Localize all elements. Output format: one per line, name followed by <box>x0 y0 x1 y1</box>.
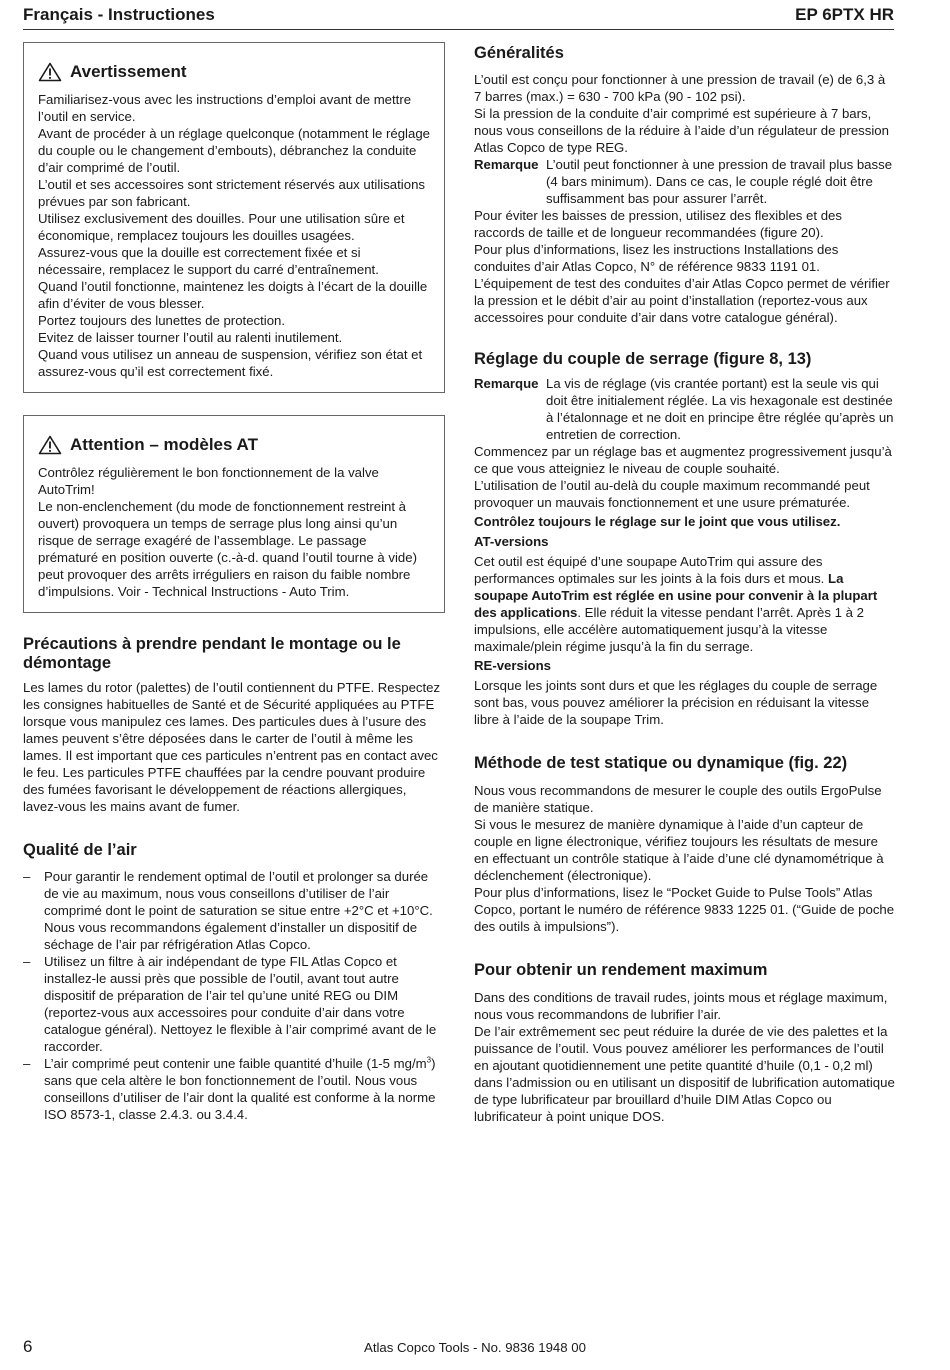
list-item: – Pour garantir le rendement optimal de l’outil et prolonger sa durée de vie au maximum, nous vous conseillons d’utiliser de l’air comprimé dont le point de saturation se situe entre +2°C et +10°C. Nous vous recommandons également d’installer un dispositif de séchage de l’air par réfrigération Atlas Copco. <box>23 868 445 953</box>
precautions-section <box>23 635 445 815</box>
maximum-paragraph: Dans des conditions de travail rudes, joints mous et réglage maximum, nous vous recommandons de lubrifier l’air. <box>474 990 888 1022</box>
header-divider <box>23 29 894 30</box>
re-versions-text: Lorsque les joints sont durs et que les réglages du couple de serrage sont bas, vous pouvez améliorer la précision en réduisant la vitesse libre à l’aide de la soupape Trim. <box>474 678 878 727</box>
generalites-paragraph: L’équipement de test des conduites d’air Atlas Copco permet de vérifier la pression et le débit d’air au point d’installation (reportez-vous aux accessoires pour conduite d’air dans votre catalogue général). <box>474 276 890 325</box>
generalites-remark <box>474 156 896 207</box>
air-quality-list <box>23 868 445 1123</box>
header-section-title: Français - Instructiones <box>23 5 215 24</box>
torque-remark <box>474 375 896 443</box>
air-quality-section <box>23 841 445 1123</box>
generalites-paragraph: Si la pression de la conduite d’air comprimé est supérieure à 7 bars, nous vous conseillons de la réduire à l’aide d’un régulateur de pression Atlas Copco de type REG. <box>474 106 889 155</box>
warning-box <box>23 42 445 393</box>
page-number: 6 <box>23 1337 33 1356</box>
method-paragraph: Pour plus d’informations, lisez le “Pocket Guide to Pulse Tools” Atlas Copco, portant le numéro de référence 9833 1225 01. (“Guide de poche des outils à impulsions”). <box>474 885 895 934</box>
warning-paragraph: L’outil et ses accessoires sont strictement réservés aux utilisations prévues par son fabricant. <box>38 177 426 209</box>
maximum-section <box>474 961 896 1125</box>
precautions-heading: Précautions à prendre pendant le montage ou le démontage <box>23 635 401 672</box>
generalites-heading: Généralités <box>474 44 564 62</box>
warning-paragraph: Avant de procéder à un réglage quelconque (notamment le réglage du couple ou le changement d’embouts), débranchez la conduite d’air comprimé de l’outil. <box>38 126 430 175</box>
warning-triangle-icon <box>38 435 62 455</box>
generalites-paragraph: Pour éviter les baisses de pression, utilisez des flexibles et des raccords de taille et de longueur recommandées (figure 20). <box>474 208 842 240</box>
remark-text: La vis de réglage (vis crantée portant) est la seule vis qui doit être initialement réglée. La vis hexagonale est destinée à l’étalonnage et ne doit en principe être réglée qu’après un entretien de correction. <box>546 376 894 442</box>
generalites-paragraph: Pour plus d’informations, lisez les instructions Installations des conduites d’air Atlas Copco, N° de référence 9833 1191 01. <box>474 242 839 274</box>
at-versions-heading: AT-versions <box>474 534 549 549</box>
right-column <box>474 42 896 1145</box>
at-versions-text: Cet outil est équipé d’une soupape AutoTrim qui assure des performances optimales sur les joints à la fois durs et mous. La soupape AutoTrim est réglée en usine pour convenir à la plupart des applications. Elle réduit la vitesse pendant l’arrêt. Après 1 à 2 impulsions, elle accélère automatiquement jusqu’à la vitesse maximale/plein régime jusqu’à la fin du serrage. <box>474 554 878 654</box>
left-column <box>23 42 445 1143</box>
generalites-paragraph: L’outil est conçu pour fonctionner à une pression de travail (e) de 6,3 à 7 barres (max.) = 630 - 700 kPa (90 - 102 psi). <box>474 72 886 104</box>
header-model: EP 6PTX HR <box>795 5 894 24</box>
attention-paragraph: Contrôlez régulièrement le bon fonctionnement de la valve AutoTrim! <box>38 465 379 497</box>
method-heading: Méthode de test statique ou dynamique (fig. 22) <box>474 754 848 772</box>
method-paragraph: Si vous le mesurez de manière dynamique à l’aide d’un capteur de couple en ligne électronique, vérifiez toujours les résultats de mesure en effectuant un contrôle statique à l’aide d’une clé dynamométrique à déclenchement (électronique). <box>474 817 884 883</box>
torque-heading: Réglage du couple de serrage (figure 8, 13) <box>474 350 812 368</box>
remark-label: Remarque <box>474 157 539 172</box>
warning-paragraph: Quand l’outil fonctionne, maintenez les doigts à l’écart de la douille afin d’éviter de vous blesser. <box>38 279 428 311</box>
warning-box-title <box>38 61 430 83</box>
method-paragraph: Nous vous recommandons de mesurer le couple des outils ErgoPulse de manière statique. <box>474 783 882 815</box>
torque-paragraph: L’utilisation de l’outil au-delà du couple maximum recommandé peut provoquer un mauvais fonctionnement et une usure prématurée. <box>474 478 870 510</box>
maximum-heading: Pour obtenir un rendement maximum <box>474 961 768 979</box>
warning-paragraph: Assurez-vous que la douille est correctement fixée et si nécessaire, remplacez le support du carré d’entraînement. <box>38 245 379 277</box>
warning-paragraph: Utilisez exclusivement des douilles. Pour une utilisation sûre et économique, remplacez toujours les douilles usagées. <box>38 211 405 243</box>
warning-paragraph: Portez toujours des lunettes de protection. <box>38 313 286 328</box>
attention-paragraph: Le non-enclenchement (du mode de fonctionnement restreint à ouvert) provoquera un temps de serrage plus long ainsi qu’un risque de serrage exagéré de l’assemblage. Le passage prématuré en position ouverte (c.-à-d. quand l’outil tourne à vide) peut provoquer des arrêts irréguliers en raison du faible nombre d’impulsions. Voir - Technical Instructions - Auto Trim. <box>38 499 417 599</box>
warning-paragraph: Evitez de laisser tourner l’outil au ralenti inutilement. <box>38 330 343 345</box>
torque-bold-note: Contrôlez toujours le réglage sur le joint que vous utilisez. <box>474 514 841 529</box>
warning-title-text: Avertissement <box>70 62 187 81</box>
remark-label: Remarque <box>474 376 539 391</box>
method-section <box>474 754 896 935</box>
torque-section <box>474 350 896 728</box>
precautions-text: Les lames du rotor (palettes) de l’outil contiennent du PTFE. Respectez les consignes habituelles de Santé et de Sécurité appliquées au PTFE lorsque vous manipulez ces lames. Des particules dues à l’usure des lames peuvent s’être déposées dans le carter de l’outil à même les lames. Il est important que ces particules n’entrent pas en contact avec le feu. Les particules PTFE chauffées par la cendre pouvant produire des fumées favorisant le développement de réactions allergiques, lavez-vous les mains avant de fumer. <box>23 680 441 814</box>
attention-box <box>23 415 445 613</box>
torque-paragraph: Commencez par un réglage bas et augmentez progressivement jusqu’à ce que vous atteigniez le niveau de couple souhaité. <box>474 444 892 476</box>
generalites-section <box>474 44 896 326</box>
maximum-paragraph: De l’air extrêmement sec peut réduire la durée de vie des palettes et la puissance de l’outil. Vous pouvez améliorer les performances de l’outil en ajoutant quotidiennement une petite quantité d’huile (0,1 - 0,2 ml) dans l’admission ou en utilisant un dispositif de lubrification automatique de type lubrificateur par brouillard d’huile DIM Atlas Copco ou lubrificateur à point unique DOS. <box>474 1024 895 1124</box>
re-versions-heading: RE-versions <box>474 658 551 673</box>
remark-text: L’outil peut fonctionner à une pression de travail plus basse (4 bars minimum). Dans ce cas, le couple réglé doit être suffisamment bas pour assurer l’arrêt. <box>546 157 893 206</box>
attention-box-title <box>38 434 430 456</box>
warning-paragraph: Quand vous utilisez un anneau de suspension, vérifiez son état et assurez-vous qu’il est correctement fixé. <box>38 347 423 379</box>
warning-paragraph: Familiarisez-vous avec les instructions d’emploi avant de mettre l’outil en service. <box>38 92 412 124</box>
footer-document-number: Atlas Copco Tools - No. 9836 1948 00 <box>364 1340 586 1355</box>
attention-title-text: Attention – modèles AT <box>70 435 258 454</box>
air-quality-heading: Qualité de l’air <box>23 841 137 859</box>
warning-triangle-icon <box>38 62 62 82</box>
list-item: – Utilisez un filtre à air indépendant de type FIL Atlas Copco et installez-le aussi près que possible de l’outil, avant tout autre dispositif de préparation de l’air tel qu’une unité REG ou DIM (reportez-vous aux accessoires pour conduite d’air dans votre catalogue général). Nettoyez le flexible à l’air comprimé avant de le raccorder. <box>23 953 445 1055</box>
list-item: – L’air comprimé peut contenir une faible quantité d’huile (1-5 $mg/m^3$) sans que cela altère le bon fonctionnement de l’outil. Nous vous conseillons d’utiliser de l’air dont la qualité est conforme à la norme ISO 8573-1, classe 2.4.3. ou 3.4.4. <box>23 1055 445 1123</box>
